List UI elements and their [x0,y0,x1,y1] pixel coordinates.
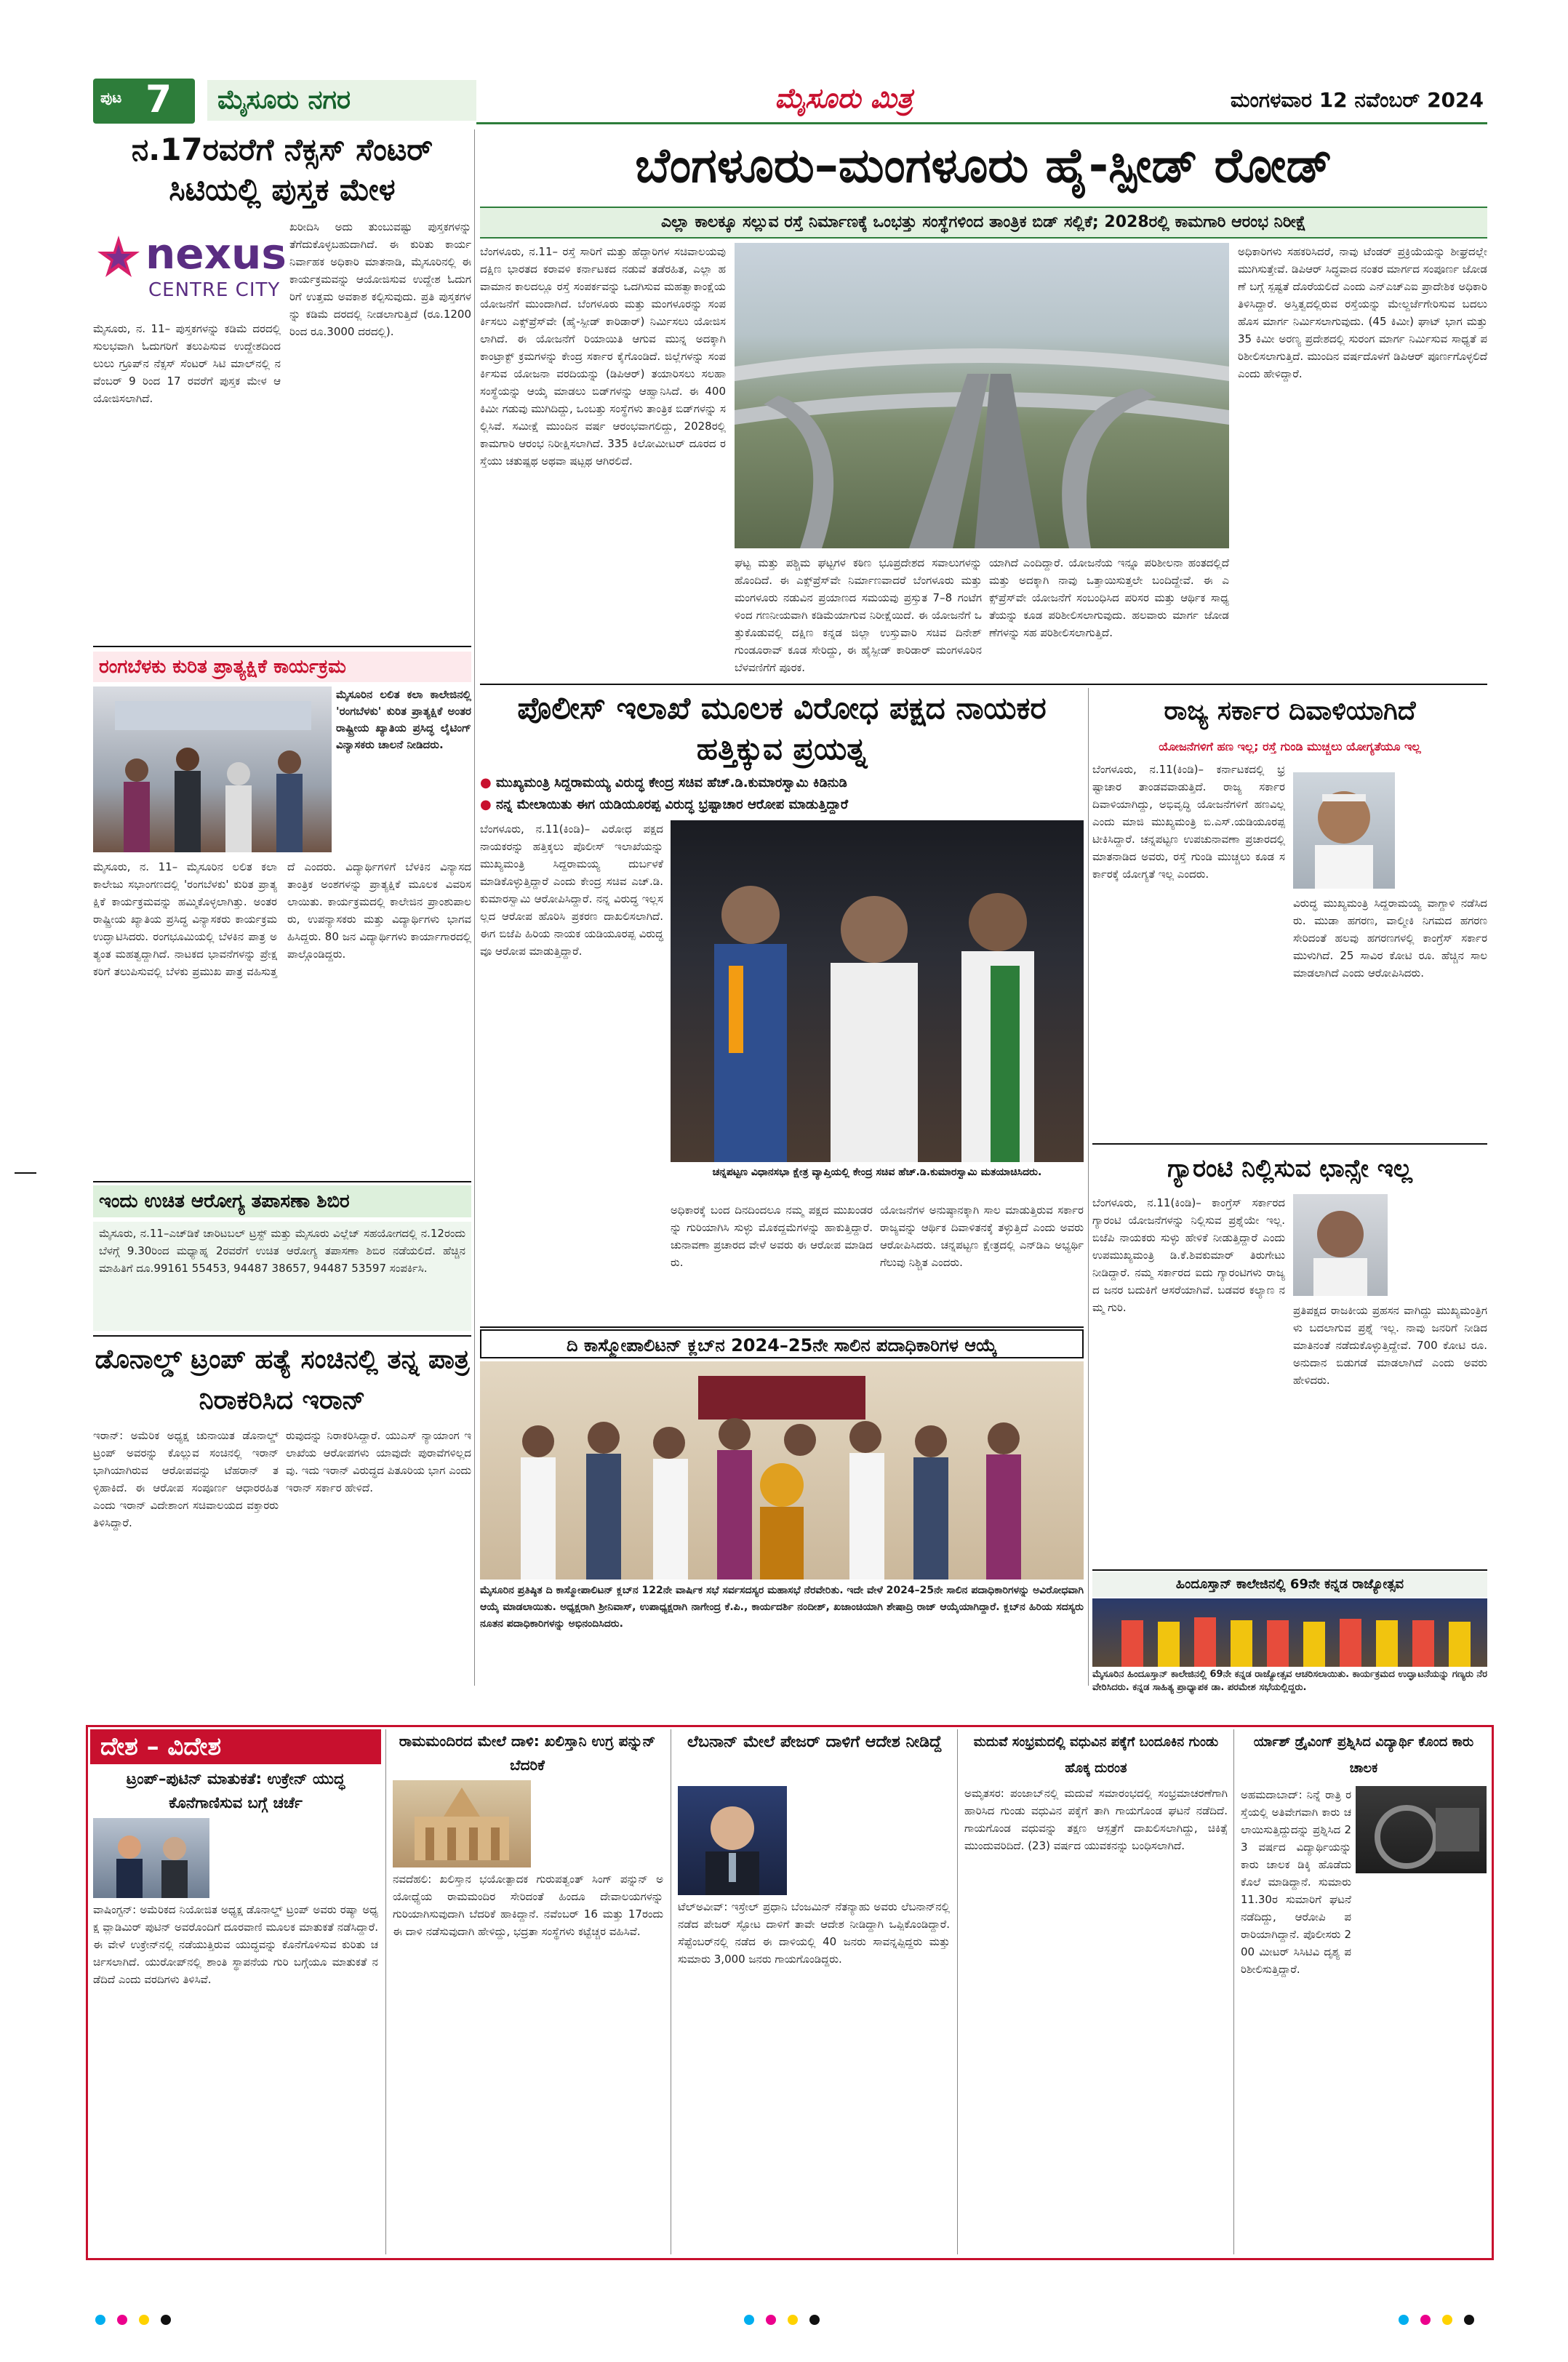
nexus-star-icon [96,234,141,279]
divider [93,646,471,647]
bankrupt-body-b: ವಿರುದ್ಧ ಮುಖ್ಯಮಂತ್ರಿ ಸಿದ್ದರಾಮಯ್ಯ ವಾಗ್ದಾಳಿ ನಡೆಸಿದರು. ಮುಡಾ ಹಗರಣ, ವಾಲ್ಮೀಕಿ ನಿಗಮದ ಹಗರಣ ಸೇರಿದಂತೆ ಹಲವು ಹಗರಣಗಳಲ್ಲಿ ಕಾಂಗ್ರೆಸ್ ಸರ್ಕಾರ ಮುಳುಗಿದೆ. 25 ಸಾವಿರ ಕೋಟಿ ರೂ. ಹೆಚ್ಚಿನ ಸಾಲ ಮಾಡಲಾಗಿದೆ ಎಂದು ಆರೋಪಿಸಿದರು. [1293,897,1487,980]
page-label: ಪುಟ [100,89,122,106]
hdk-photo-caption: ಚನ್ನಪಟ್ಟಣ ವಿಧಾನಸಭಾ ಕ್ಷೇತ್ರ ವ್ಯಾಪ್ತಿಯಲ್ಲಿ ಕೇಂದ್ರ ಸಚಿವ ಹೆಚ್.ಡಿ.ಕುಮಾರಸ್ವಾಮಿ ಮತಯಾಚಿಸಿದರು. [712,1166,1042,1178]
world-story-4-headline: ಮದುವೆ ಸಂಭ್ರಮದಲ್ಲಿ ವಧುವಿನ ಪಕ್ಕೆಗೆ ಬಂದೂಕಿನ ಗುಂಡು ಹೊಕ್ಕ ದುರಂತ [973,1734,1219,1776]
nexus-logo [95,211,287,320]
column-rule [1233,1729,1234,2254]
world-tag: ದೇಶ – ವಿದೇಶ [90,1729,381,1764]
theatre-photo [93,686,332,852]
police-body-c: ಯೋಜನೆಗಳ ಅನುಷ್ಠಾನಕ್ಕಾಗಿ ಸಾಲ ಮಾಡುತ್ತಿರುವ ಸರ್ಕಾರ ರಾಜ್ಯವನ್ನು ಆರ್ಥಿಕ ದಿವಾಳಿತನಕ್ಕೆ ತಳ್ಳುತ್ತಿದೆ ಎಂದು ಅವರು ಆರೋಪಿಸಿದರು. ಚನ್ನಪಟ್ಟಣ ಕ್ಷೇತ್ರದಲ್ಲಿ ಎನ್‌ಡಿಎ ಅಭ್ಯರ್ಥಿ ಗೆಲುವು ನಿಶ್ಚಿತ ಎಂದರು. [880,1204,1084,1269]
lead-col-3: ಯಾಗಿದೆ ಎಂದಿದ್ದಾರೆ. ಯೋಜನೆಯ ಇನ್ನೂ ಪರಿಶೀಲನಾ ಹಂತದಲ್ಲಿದೆ ಮತ್ತು ಅದಕ್ಕಾಗಿ ನಾವು ಒತ್ತಾಯಿಸುತ್ತಲೇ ಬಂದಿದ್ದೇವೆ. ಈ ಎಕ್ಸ್‌ಪ್ರೆಸ್‌ವೇ ಯೋಜನೆಗೆ ಸಂಬಂಧಿಸಿದ ಪರಿಸರ ಮತ್ತು ಆರ್ಥಿಕ ಸಾಧ್ಯತೆಯನ್ನು ಕೂಡ ಪರಿಶೀಲಿಸಲಾಗುವುದು. ಹಲವಾರು ಮಾರ್ಗ ಜೋಡಣೆಗಳನ್ನು ಸಹ ಪರಿಶೀಲಿಸಲಾಗುತ್ತಿದೆ. [989,556,1229,639]
page-number: 7 [145,78,172,121]
nexus-logo-word: nexus [145,229,287,279]
iran-body-b: ರುವುದನ್ನು ನಿರಾಕರಿಸಿದ್ದಾರೆ. ಯುಎಸ್ ನ್ಯಾಯಾಂಗ ಇಲಾಖೆಯ ಆರೋಪಗಳು ಯಾವುದೇ ಪುರಾವೆಗಳಿಲ್ಲದವು. ಇದು ಇರಾನ್ ವಿರುದ್ಧದ ಪಿತೂರಿಯ ಭಾಗ ಎಂದು ಇರಾನ್ ಸರ್ಕಾರ ಹೇಳಿದೆ. [286,1429,471,1494]
car-accident-photo [1356,1786,1487,1873]
margin-mark [15,1172,36,1174]
nexus-headline: ನ.17ರವರೆಗೆ ನೆಕ್ಸಸ್ ಸೆಂಟರ್ ಸಿಟಿಯಲ್ಲಿ ಪುಸ್ತಕ ಮೇಳ [131,132,433,207]
health-headline: ಇಂದು ಉಚಿತ ಆರೋಗ್ಯ ತಪಾಸಣಾ ಶಿಬಿರ [93,1185,471,1217]
divider [480,684,1487,685]
registration-marks-right [1396,2313,1484,2327]
paper-logo: ಮೈಸೂರು ಮಿತ್ರ [775,82,913,114]
netanyahu-photo [678,1786,787,1895]
world-story-3-body: ಟೆಲ್‌ಅವೀವ್: ಇಸ್ರೇಲ್ ಪ್ರಧಾನಿ ಬೆಂಜಮಿನ್ ನೆತನ್ಯಾಹು ಅವರು ಲೆಬನಾನ್‌ನಲ್ಲಿ ನಡೆದ ಪೇಜರ್ ಸ್ಫೋಟ ದಾಳಿಗೆ ತಾವೇ ಆದೇಶ ನೀಡಿದ್ದಾಗಿ ಒಪ್ಪಿಕೊಂಡಿದ್ದಾರೆ. ಸೆಪ್ಟೆಂಬರ್‌ನಲ್ಲಿ ನಡೆದ ಈ ದಾಳಿಯಲ್ಲಿ 40 ಜನರು ಸಾವನ್ನಪ್ಪಿದ್ದರು ಮತ್ತು ಸುಮಾರು 3,000 ಜನರು ಗಾಯಗೊಂಡಿದ್ದರು. [678,1900,950,1966]
section-title: ಮೈಸೂರು ನಗರ [207,80,476,121]
bsy-portrait [1293,772,1395,889]
world-story-4-body: ಅಮೃತಸರ: ಪಂಜಾಬ್‌ನಲ್ಲಿ ಮದುವೆ ಸಮಾರಂಭದಲ್ಲಿ ಸಂಭ್ರಮಾಚರಣೆಗಾಗಿ ಹಾರಿಸಿದ ಗುಂಡು ವಧುವಿನ ಪಕ್ಕೆಗೆ ತಾಗಿ ಗಾಯಗೊಂಡ ಘಟನೆ ನಡೆದಿದೆ. ಗಾಯಗೊಂಡ ವಧುವನ್ನು ತಕ್ಷಣ ಆಸ್ಪತ್ರೆಗೆ ದಾಖಲಿಸಲಾಗಿದ್ದು, ಚಿಕಿತ್ಸೆ ಮುಂದುವರಿದಿದೆ. (23) ವರ್ಷದ ಯುವಕನನ್ನು ಬಂಧಿಸಲಾಗಿದೆ. [964,1787,1228,1852]
theatre-body: ಮೈಸೂರು, ನ. 11– ಮೈಸೂರಿನ ಲಲಿತ ಕಲಾ ಕಾಲೇಜು ಸಭಾಂಗಣದಲ್ಲಿ 'ರಂಗಬೆಳಕು' ಕುರಿತ ಪ್ರಾತ್ಯಕ್ಷಿಕೆ ಕಾರ್ಯಕ್ರಮವನ್ನು ಹಮ್ಮಿಕೊಳ್ಳಲಾಗಿತ್ತು. ಅಂತರರಾಷ್ಟ್ರೀಯ ಖ್ಯಾತಿಯ ಪ್ರಸಿದ್ಧ ವಿನ್ಯಾಸಕರು ಕಾರ್ಯಕ್ರಮ ಉದ್ಘಾಟಿಸಿದರು. ರಂಗಭೂಮಿಯಲ್ಲಿ ಬೆಳಕಿನ ಪಾತ್ರ ಅತ್ಯಂತ ಮಹತ್ವದ್ದಾಗಿದೆ. ನಾಟಕದ ಭಾವನೆಗಳನ್ನು ಪ್ರೇಕ್ಷಕರಿಗೆ ತಲುಪಿಸುವಲ್ಲಿ ಬೆಳಕು ಪ್ರಮುಖ ಪಾತ್ರ ವಹಿಸುತ್ತದೆ ಎಂದರು. ವಿದ್ಯಾರ್ಥಿಗಳಿಗೆ ಬೆಳಕಿನ ವಿನ್ಯಾಸದ ತಾಂತ್ರಿಕ ಅಂಶಗಳನ್ನು ಪ್ರಾತ್ಯಕ್ಷಿಕೆ ಮೂಲಕ ವಿವರಿಸಲಾಯಿತು. ಕಾರ್ಯಕ್ರಮದಲ್ಲಿ ಕಾಲೇಜಿನ ಪ್ರಾಂಶುಪಾಲರು, ಉಪನ್ಯಾಸಕರು ಮತ್ತು ವಿದ್ಯಾರ್ಥಿಗಳು ಭಾಗವಹಿಸಿದ್ದರು. 80 ಜನ ವಿದ್ಯಾರ್ಥಿಗಳು ಕಾರ್ಯಾಗಾರದಲ್ಲಿ ಪಾಲ್ಗೊಂಡಿದ್ದರು. [93,860,471,978]
hdk-rally-photo [671,820,1084,1162]
police-bullet-2-text: ನನ್ನ ಮೇಲಾಯಿತು ಈಗ ಯಡಿಯೂರಪ್ಪ ವಿರುದ್ಧ ಭ್ರಷ್ಟಾಚಾರ ಆರೋಪ ಮಾಡುತ್ತಿದ್ದಾರೆ [495,797,849,812]
cosmo-group-photo [480,1361,1084,1580]
iran-headline: ಡೊನಾಲ್ಡ್ ಟ್ರಂಪ್ ಹತ್ಯೆ ಸಂಚಿನಲ್ಲಿ ತನ್ನ ಪಾತ್ರ ನಿರಾಕರಿಸಿದ ಇರಾನ್ [95,1345,470,1415]
masthead-divider [476,122,1487,124]
column-rule [385,1729,386,2254]
police-bullet-1-text: ಮುಖ್ಯಮಂತ್ರಿ ಸಿದ್ದರಾಮಯ್ಯ ವಿರುದ್ಧ ಕೇಂದ್ರ ಸಚಿವ ಹೆಚ್.ಡಿ.ಕುಮಾರಸ್ವಾಮಿ ಕಿಡಿನುಡಿ [495,775,847,790]
dks-portrait [1293,1194,1388,1296]
lead-expressway-photo [735,243,1229,548]
world-story-5-body: ಅಹಮದಾಬಾದ್: ನಿನ್ನೆ ರಾತ್ರಿ ರಸ್ತೆಯಲ್ಲಿ ಅತಿವೇಗವಾಗಿ ಕಾರು ಚಲಾಯಿಸುತ್ತಿದ್ದುದನ್ನು ಪ್ರಶ್ನಿಸಿದ 23 ವರ್ಷದ ವಿದ್ಯಾರ್ಥಿಯನ್ನು ಕಾರು ಚಾಲಕ ಡಿಕ್ಕಿ ಹೊಡೆದು ಕೊಲೆ ಮಾಡಿದ್ದಾನೆ. ಸುಮಾರು 11.30ರ ಸುಮಾರಿಗೆ ಘಟನೆ ನಡೆದಿದ್ದು, ಆರೋಪಿ ಪರಾರಿಯಾಗಿದ್ದಾನೆ. ಪೊಲೀಸರು 200 ಮೀಟರ್ ಸಿಸಿಟಿವಿ ದೃಶ್ಯ ಪರಿಶೀಲಿಸುತ್ತಿದ್ದಾರೆ. [1241,1788,1351,1976]
registration-marks-center [742,2313,829,2327]
world-story-3-headline: ಲೆಬನಾನ್ ಮೇಲೆ ಪೇಜರ್ ದಾಳಿಗೆ ಆದೇಶ ನೀಡಿದ್ದೆ [687,1733,943,1751]
guarantee-body-b: ಪ್ರತಿಪಕ್ಷದ ರಾಜಕೀಯ ಪ್ರಹಸನ ವಾಗಿದ್ದು ಮುಖ್ಯಮಂತ್ರಿಗಳು ಬದಲಾಗುವ ಪ್ರಶ್ನೆ ಇಲ್ಲ. ನಾವು ಜನರಿಗೆ ನೀಡಿದ ಮಾತಿನಂತೆ ನಡೆದುಕೊಳ್ಳುತ್ತಿದ್ದೇವೆ. 700 ಕೋಟಿ ರೂ. ಅನುದಾನ ಬಿಡುಗಡೆ ಮಾಡಲಾಗಿದೆ ಎಂದು ಅವರು ಹೇಳಿದರು. [1293,1304,1487,1387]
theatre-caption: ಮೈಸೂರಿನ ಲಲಿತ ಕಲಾ ಕಾಲೇಜಿನಲ್ಲಿ 'ರಂಗಬೆಳಕು' ಕುರಿತ ಪ್ರಾತ್ಯಕ್ಷಿಕೆ ಅಂತರ ರಾಷ್ಟ್ರೀಯ ಖ್ಯಾತಿಯ ಪ್ರಸಿದ್ಧ ಲೈಟಿಂಗ್ ವಿನ್ಯಾಸಕರು ಚಾಲನೆ ನೀಡಿದರು. [336,688,471,751]
world-story-1-body: ವಾಷಿಂಗ್ಟನ್: ಅಮೆರಿಕದ ನಿಯೋಜಿತ ಅಧ್ಯಕ್ಷ ಡೊನಾಲ್ಡ್ ಟ್ರಂಪ್ ಅವರು ರಷ್ಯಾ ಅಧ್ಯಕ್ಷ ವ್ಲಾಡಿಮಿರ್ ಪುಟಿನ್ ಅವರೊಂದಿಗೆ ದೂರವಾಣಿ ಮೂಲಕ ಮಾತುಕತೆ ನಡೆಸಿದ್ದಾರೆ. ಈ ವೇಳೆ ಉಕ್ರೇನ್‌ನಲ್ಲಿ ನಡೆಯುತ್ತಿರುವ ಯುದ್ಧವನ್ನು ಕೊನೆಗೊಳಿಸುವ ಕುರಿತು ಚರ್ಚಿಸಲಾಗಿದೆ. ಯುರೋಪ್‌ನಲ್ಲಿ ಶಾಂತಿ ಸ್ಥಾಪನೆಯ ಗುರಿ ಬಗ್ಗೆಯೂ ಮಾತುಕತೆ ನಡೆದಿದೆ ಎಂದು ವರದಿಗಳು ತಿಳಿಸಿವೆ. [93,1903,378,1986]
column-rule [957,1729,958,2254]
health-body: ಮೈಸೂರು, ನ.11–ಎಚ್‌ಡಿಕೆ ಚಾರಿಟಬಲ್ ಟ್ರಸ್ಟ್ ಮತ್ತು ಮೈಸೂರು ವಿಲ್ಲೆಜ್ ಸಹಯೋಗದಲ್ಲಿ ನ.12ರಂದು ಬೆಳಗ್ಗೆ 9.30ರಿಂದ ಮಧ್ಯಾಹ್ನ 2ರವರೆಗೆ ಉಚಿತ ಆರೋಗ್ಯ ತಪಾಸಣಾ ಶಿಬಿರ ನಡೆಯಲಿದೆ. ಹೆಚ್ಚಿನ ಮಾಹಿತಿಗೆ ದೂ.99161 55453, 94487 38657, 94487 53597 ಸಂಪರ್ಕಿಸಿ. [93,1222,471,1331]
registration-marks-left [93,2313,180,2327]
police-bullet-2: ● ನನ್ನ ಮೇಲಾಯಿತು ಈಗ ಯಡಿಯೂರಪ್ಪ ವಿರುದ್ಧ ಭ್ರಷ್ಟಾಚಾರ ಆರೋಪ ಮಾಡುತ್ತಿದ್ದಾರೆ [480,797,849,812]
hindustan-photo [1092,1598,1487,1667]
cosmo-caption: ಮೈಸೂರಿನ ಪ್ರತಿಷ್ಠಿತ ದಿ ಕಾಸ್ಮೋಪಾಲಿಟನ್ ಕ್ಲಬ್‌ನ 122ನೇ ವಾರ್ಷಿಕ ಸಭೆ ಸರ್ವಸದಸ್ಯರ ಮಹಾಸಭೆ ನೆರವೇರಿತು. ಇದೇ ವೇಳೆ 2024–25ನೇ ಸಾಲಿನ ಪದಾಧಿಕಾರಿಗಳನ್ನು ಅವಿರೋಧವಾಗಿ ಆಯ್ಕೆ ಮಾಡಲಾಯಿತು. ಅಧ್ಯಕ್ಷರಾಗಿ ಶ್ರೀನಿವಾಸ್, ಉಪಾಧ್ಯಕ್ಷರಾಗಿ ನಾಗೇಂದ್ರ ಕೆ.ಪಿ., ಕಾರ್ಯದರ್ಶಿ ನಂದೀಶ್, ಖಜಾಂಚಿಯಾಗಿ ಶೇಷಾದ್ರಿ ರಾಜ್ ಆಯ್ಕೆಯಾಗಿದ್ದಾರೆ. ಕ್ಲಬ್‌ನ ಹಿರಿಯ ಸದಸ್ಯರು ನೂತನ ಪದಾಧಿಕಾರಿಗಳನ್ನು ಅಭಿನಂದಿಸಿದರು. [480,1585,1084,1630]
bankrupt-subhead: ಯೋಜನೆಗಳಿಗೆ ಹಣ ಇಲ್ಲ; ರಸ್ತೆ ಗುಂಡಿ ಮುಚ್ಚಲು ಯೋಗ್ಯತೆಯೂ ಇಲ್ಲ [1159,740,1421,753]
lead-col-2: ಘಟ್ಟ ಮತ್ತು ಪಶ್ಚಿಮ ಘಟ್ಟಗಳ ಕಠಿಣ ಭೂಪ್ರದೇಶದ ಸವಾಲುಗಳನ್ನು ಹೊಂದಿದೆ. ಈ ಎಕ್ಸ್‌ಪ್ರೆಸ್‌ವೇ ನಿರ್ಮಾಣವಾದರೆ ಬೆಂಗಳೂರು ಮತ್ತು ಮಂಗಳೂರು ನಡುವಿನ ಪ್ರಯಾಣದ ಸಮಯವು ಪ್ರಸ್ತುತ 7–8 ಗಂಟೆಗಳಿಂದ ಗಣನೀಯವಾಗಿ ಕಡಿಮೆಯಾಗುವ ನಿರೀಕ್ಷೆಯಿದೆ. ಈ ಯೋಜನೆಗೆ ಒತ್ತುಕೊಡುವಲ್ಲಿ ದಕ್ಷಿಣ ಕನ್ನಡ ಜಿಲ್ಲಾ ಉಸ್ತುವಾರಿ ಸಚಿವ ದಿನೇಶ್ ಗುಂಡೂರಾವ್ ಕೂಡ ಸೇರಿದ್ದು, ಈ ಹೈಸ್ಪೀಡ್ ಕಾರಿಡಾರ್ ಮಂಗಳೂರಿನ ಬೆಳವಣಿಗೆಗೆ ಪೂರಕ. [735,556,982,674]
world-story-2-headline: ರಾಮಮಂದಿರದ ಮೇಲೆ ದಾಳಿ: ಖಲಿಸ್ತಾನಿ ಉಗ್ರ ಪನ್ನುನ್ ಬೆದರಿಕೆ [399,1732,656,1774]
world-story-5-headline: ರ್ಯಾಶ್ ಡ್ರೈವಿಂಗ್ ಪ್ರಶ್ನಿಸಿದ ವಿದ್ಯಾರ್ಥಿ ಕೊಂದ ಕಾರು ಚಾಲಕ [1253,1734,1474,1776]
world-story-5-body-cont [1241,1876,1487,2254]
ram-mandir-photo [393,1780,531,1867]
divider [1092,1143,1487,1145]
guarantee-headline: ಗ್ಯಾರಂಟಿ ನಿಲ್ಲಿಸುವ ಛಾನ್ಸೇ ಇಲ್ಲ [1167,1154,1412,1183]
hindustan-headline: ಹಿಂದೂಸ್ತಾನ್ ಕಾಲೇಜಿನಲ್ಲಿ 69ನೇ ಕನ್ನಡ ರಾಜ್ಯೋತ್ಸವ [1092,1572,1487,1597]
issue-date: ಮಂಗಳವಾರ 12 ನವೆಂಬರ್ 2024 [1230,88,1484,112]
column-rule [474,129,475,1686]
nexus-body-a: ಮೈಸೂರು, ನ. 11– ಪುಸ್ತಕಗಳನ್ನು ಕಡಿಮೆ ದರದಲ್ಲಿ ಸುಲಭವಾಗಿ ಓದುಗರಿಗೆ ತಲುಪಿಸುವ ಉದ್ದೇಶದಿಂದ ಲುಲು ಗ್ರೂಪ್‌ನ ನೆಕ್ಸಸ್ ಸೆಂಟರ್ ಸಿಟಿ ಮಾಲ್‌ನಲ್ಲಿ ನವೆಂಬರ್ 9 ರಿಂದ 17 ರವರೆಗೆ ಪುಸ್ತಕ ಮೇಳ ಆಯೋಜಿಸಲಾಗಿದೆ. [93,322,281,405]
divider [1092,1569,1487,1571]
hindustan-caption: ಮೈಸೂರಿನ ಹಿಂದೂಸ್ತಾನ್ ಕಾಲೇಜಿನಲ್ಲಿ 69ನೇ ಕನ್ನಡ ರಾಜ್ಯೋತ್ಸವ ಆಚರಿಸಲಾಯಿತು. ಕಾರ್ಯಕ್ರಮದ ಉದ್ಘಾಟನೆಯನ್ನು ಗಣ್ಯರು ನೆರವೇರಿಸಿದರು. ಕನ್ನಡ ಸಾಹಿತ್ಯ ಪ್ರಾಧ್ಯಾಪಕ ಡಾ. ಪರಮೇಶ ಸಭೆಯಲ್ಲಿದ್ದರು. [1092,1669,1487,1693]
divider [480,1326,1084,1328]
cosmo-headline: ದಿ ಕಾಸ್ಮೋಪಾಲಿಟನ್ ಕ್ಲಬ್‌ನ 2024–25ನೇ ಸಾಲಿನ ಪದಾಧಿಕಾರಿಗಳ ಆಯ್ಕೆ [480,1329,1084,1358]
guarantee-body-a: ಬೆಂಗಳೂರು, ನ.11(ಕಿಂಡಿ)– ಕಾಂಗ್ರೆಸ್ ಸರ್ಕಾರದ ಗ್ಯಾರಂಟಿ ಯೋಜನೆಗಳನ್ನು ನಿಲ್ಲಿಸುವ ಪ್ರಶ್ನೆಯೇ ಇಲ್ಲ. ಬಿಜೆಪಿ ನಾಯಕರು ಸುಳ್ಳು ಹೇಳಿಕೆ ನೀಡುತ್ತಿದ್ದಾರೆ ಎಂದು ಉಪಮುಖ್ಯಮಂತ್ರಿ ಡಿ.ಕೆ.ಶಿವಕುಮಾರ್ ತಿರುಗೇಟು ನೀಡಿದ್ದಾರೆ. ನಮ್ಮ ಸರ್ಕಾರದ ಐದು ಗ್ಯಾರಂಟಿಗಳು ರಾಜ್ಯದ ಜನರ ಬದುಕಿಗೆ ಆಸರೆಯಾಗಿವೆ. ಬಡವರ ಕಲ್ಯಾಣ ನಮ್ಮ ಗುರಿ. [1092,1196,1285,1314]
world-story-2-body: ನವದೆಹಲಿ: ಖಲಿಸ್ತಾನ ಭಯೋತ್ಪಾದಕ ಗುರುಪತ್ವಂತ್ ಸಿಂಗ್ ಪನ್ನುನ್ ಅಯೋಧ್ಯೆಯ ರಾಮಮಂದಿರ ಸೇರಿದಂತೆ ಹಿಂದೂ ದೇವಾಲಯಗಳನ್ನು ಗುರಿಯಾಗಿಸುವುದಾಗಿ ಬೆದರಿಕೆ ಹಾಕಿದ್ದಾನೆ. ನವೆಂಬರ್ 16 ಮತ್ತು 17ರಂದು ಈ ದಾಳಿ ನಡೆಸುವುದಾಗಿ ಹೇಳಿದ್ದು, ಭದ್ರತಾ ಸಂಸ್ಥೆಗಳು ಕಟ್ಟೆಚ್ಚರ ವಹಿಸಿವೆ. [393,1873,663,1938]
police-body-a: ಬೆಂಗಳೂರು, ನ.11(ಕಿಂಡಿ)– ವಿರೋಧ ಪಕ್ಷದ ನಾಯಕರನ್ನು ಹತ್ತಿಕ್ಕಲು ಪೊಲೀಸ್ ಇಲಾಖೆಯನ್ನು ಮುಖ್ಯಮಂತ್ರಿ ಸಿದ್ದರಾಮಯ್ಯ ದುರ್ಬಳಕೆ ಮಾಡಿಕೊಳ್ಳುತ್ತಿದ್ದಾರೆ ಎಂದು ಕೇಂದ್ರ ಸಚಿವ ಎಚ್.ಡಿ.ಕುಮಾರಸ್ವಾಮಿ ಆರೋಪಿಸಿದ್ದಾರೆ. ನನ್ನ ವಿರುದ್ಧ ಇಲ್ಲಸಲ್ಲದ ಆರೋಪ ಹೊರಿಸಿ ಪ್ರಕರಣ ದಾಖಲಿಸಲಾಗಿದೆ. ಈಗ ಬಿಜೆಪಿ ಹಿರಿಯ ನಾಯಕ ಯಡಿಯೂರಪ್ಪ ವಿರುದ್ಧವೂ ಆರೋಪ ಮಾಡುತ್ತಿದ್ದಾರೆ. [480,822,663,958]
divider [93,1181,471,1182]
divider [93,1335,471,1337]
lead-col-4: ಅಧಿಕಾರಿಗಳು ಸಹಕರಿಸಿದರೆ, ನಾವು ಟೆಂಡರ್ ಪ್ರಕ್ರಿಯೆಯನ್ನು ಶೀಘ್ರದಲ್ಲೇ ಮುಗಿಸುತ್ತೇವೆ. ಡಿಪಿಆರ್ ಸಿದ್ಧವಾದ ನಂತರ ಮಾರ್ಗದ ಸಂಪೂರ್ಣ ಜೋಡಣೆ ಬಗ್ಗೆ ಸ್ಪಷ್ಟತೆ ದೊರೆಯಲಿದೆ ಎಂದು ಎನ್‌ಎಚ್‌ಎಐ ಪ್ರಾದೇಶಿಕ ಅಧಿಕಾರಿ ತಿಳಿಸಿದ್ದಾರೆ. ಅಸ್ತಿತ್ವದಲ್ಲಿರುವ ರಸ್ತೆಯನ್ನು ಮೇಲ್ದರ್ಜೆಗೇರಿಸುವ ಬದಲು ಹೊಸ ಮಾರ್ಗ ನಿರ್ಮಿಸಲಾಗುವುದು. (45 ಕಿಮೀ) ಘಾಟ್ ಭಾಗ ಮತ್ತು 35 ಕಿಮೀ ಅರಣ್ಯ ಪ್ರದೇಶದಲ್ಲಿ ಸುರಂಗ ಮಾರ್ಗ ನಿರ್ಮಿಸುವ ಸಾಧ್ಯತೆ ಪರಿಶೀಲಿಸಲಾಗುತ್ತಿದೆ. ಮುಂದಿನ ವರ್ಷದೊಳಗೆ ಡಿಪಿಆರ್ ಪೂರ್ಣಗೊಳ್ಳಲಿದೆ ಎಂದು ಹೇಳಿದ್ದಾರೆ. [1238,245,1487,380]
lead-col-1: ಬೆಂಗಳೂರು, ನ.11– ರಸ್ತೆ ಸಾರಿಗೆ ಮತ್ತು ಹೆದ್ದಾರಿಗಳ ಸಚಿವಾಲಯವು ದಕ್ಷಿಣ ಭಾರತದ ಕರಾವಳಿ ಕರ್ನಾಟಕದ ನಡುವೆ ತಡೆರಹಿತ, ಎಲ್ಲಾ ಹವಾಮಾನ ಕಾಲದಲ್ಲೂ ರಸ್ತೆ ಸಂಪರ್ಕವನ್ನು ಒದಗಿಸುವ ಮಹತ್ವಾಕಾಂಕ್ಷೆಯ ಯೋಜನೆಗೆ ಮುಂದಾಗಿದೆ. ಬೆಂಗಳೂರು ಮತ್ತು ಮಂಗಳೂರನ್ನು ಸಂಪರ್ಕಿಸಲು ಎಕ್ಸ್‌ಪ್ರೆಸ್‌ವೇ (ಹೈ-ಸ್ಪೀಡ್ ಕಾರಿಡಾರ್) ನಿರ್ಮಿಸಲು ಯೋಜಿಸಲಾಗಿದೆ. ಈ ಯೋಜನೆಗೆ ರಿಯಾಯಿತಿ ಆಗುವ ಮುನ್ನ ಅದಕ್ಕಾಗಿ ಕಾಂಟ್ರಾಕ್ಟ್ ಕ್ರಮಗಳನ್ನು ಕೇಂದ್ರ ಸರ್ಕಾರ ಕೈಗೊಂಡಿದೆ. ಜಿಲ್ಲೆಗಳನ್ನು ಸಂಪರ್ಕಿಸುವ ಯೋಜನಾ ವರದಿಯನ್ನು (ಡಿಪಿಆರ್) ತಯಾರಿಸಲು ಸಲಹಾ ಸಂಸ್ಥೆಯನ್ನು ಆಯ್ಕೆ ಮಾಡಲು ಬಿಡ್‌ಗಳನ್ನು ಆಹ್ವಾನಿಸಿದೆ. ಈ 400ಕಿಮೀ ಗಡುವು ಮುಗಿದಿದ್ದು, ಒಂಬತ್ತು ಸಂಸ್ಥೆಗಳು ತಾಂತ್ರಿಕ ಬಿಡ್‌ಗಳನ್ನು ಸಲ್ಲಿಸಿವೆ. ಸಮೀಕ್ಷೆ ಮುಂದಿನ ವರ್ಷ ಆರಂಭವಾಗಲಿದ್ದು, 2028ರಲ್ಲಿ ಕಾಮಗಾರಿ ಆರಂಭ ನಿರೀಕ್ಷಿಸಲಾಗಿದೆ. 335 ಕಿಲೋಮೀಟರ್ ದೂರದ ರಸ್ತೆಯು ಚತುಷ್ಪಥ ಅಥವಾ ಷಟ್ಪಥ ಆಗಿರಲಿದೆ. [480,245,726,468]
nexus-logo-sub: CENTRE CITY [148,279,281,301]
trump-putin-photo [93,1818,209,1898]
lead-subhead: ಎಲ್ಲಾ ಕಾಲಕ್ಕೂ ಸಲ್ಲುವ ರಸ್ತೆ ನಿರ್ಮಾಣಕ್ಕೆ ಒಂಭತ್ತು ಸಂಸ್ಥೆಗಳಿಂದ ತಾಂತ್ರಿಕ ಬಿಡ್ ಸಲ್ಲಿಕೆ; 2028ರಲ್ಲಿ ಕಾಮಗಾರಿ ಆರಂಭ ನಿರೀಕ್ಷೆ [480,207,1487,239]
world-story-1-headline: ಟ್ರಂಪ್–ಪುಟಿನ್ ಮಾತುಕತೆ: ಉಕ್ರೇನ್ ಯುದ್ಧ ಕೊನೆಗಾಣಿಸುವ ಬಗ್ಗೆ ಚರ್ಚೆ [126,1770,345,1811]
police-bullet-1: ● ಮುಖ್ಯಮಂತ್ರಿ ಸಿದ್ದರಾಮಯ್ಯ ವಿರುದ್ಧ ಕೇಂದ್ರ ಸಚಿವ ಹೆಚ್.ಡಿ.ಕುಮಾರಸ್ವಾಮಿ ಕಿಡಿನುಡಿ [480,775,847,790]
bankrupt-body-a: ಬೆಂಗಳೂರು, ನ.11(ಕಿಂಡಿ)– ಕರ್ನಾಟಕದಲ್ಲಿ ಭ್ರಷ್ಟಾಚಾರ ತಾಂಡವವಾಡುತ್ತಿದೆ. ರಾಜ್ಯ ಸರ್ಕಾರ ದಿವಾಳಿಯಾಗಿದ್ದು, ಅಭಿವೃದ್ಧಿ ಯೋಜನೆಗಳಿಗೆ ಹಣವಿಲ್ಲ ಎಂದು ಮಾಜಿ ಮುಖ್ಯಮಂತ್ರಿ ಬಿ.ಎಸ್.ಯಡಿಯೂರಪ್ಪ ಟೀಕಿಸಿದ್ದಾರೆ. ಚನ್ನಪಟ್ಟಣ ಉಪಚುನಾವಣಾ ಪ್ರಚಾರದಲ್ಲಿ ಮಾತನಾಡಿದ ಅವರು, ರಸ್ತೆ ಗುಂಡಿ ಮುಚ್ಚಲು ಕೂಡ ಸರ್ಕಾರಕ್ಕೆ ಯೋಗ್ಯತೆ ಇಲ್ಲ ಎಂದರು. [1092,763,1285,881]
lead-headline: ಬೆಂಗಳೂರು–ಮಂಗಳೂರು ಹೈ-ಸ್ಪೀಡ್ ರೋಡ್ [635,137,1332,193]
police-body-b: ಅಧಿಕಾರಕ್ಕೆ ಬಂದ ದಿನದಿಂದಲೂ ನಮ್ಮ ಪಕ್ಷದ ಮುಖಂಡರನ್ನು ಗುರಿಯಾಗಿಸಿ ಸುಳ್ಳು ಮೊಕದ್ದಮೆಗಳನ್ನು ಹಾಕುತ್ತಿದ್ದಾರೆ. ಚುನಾವಣಾ ಪ್ರಚಾರದ ವೇಳೆ ಅವರು ಈ ಆರೋಪ ಮಾಡಿದರು. [671,1204,873,1269]
theatre-headline: ರಂಗಬೆಳಕು ಕುರಿತ ಪ್ರಾತ್ಯಕ್ಷಿಕೆ ಕಾರ್ಯಕ್ರಮ [99,656,346,678]
police-headline: ಪೊಲೀಸ್ ಇಲಾಖೆ ಮೂಲಕ ವಿರೋಧ ಪಕ್ಷದ ನಾಯಕರ ಹತ್ತಿಕ್ಕುವ ಪ್ರಯತ್ನ [517,690,1047,766]
iran-body-a: ಇರಾನ್: ಅಮೆರಿಕ ಅಧ್ಯಕ್ಷ ಚುನಾಯಿತ ಡೊನಾಲ್ಡ್ ಟ್ರಂಪ್ ಅವರನ್ನು ಕೊಲ್ಲುವ ಸಂಚಿನಲ್ಲಿ ಇರಾನ್ ಭಾಗಿಯಾಗಿರುವ ಆರೋಪವನ್ನು ಟೆಹರಾನ್ ತಳ್ಳಿಹಾಕಿದೆ. ಈ ಆರೋಪ ಸಂಪೂರ್ಣ ಆಧಾರರಹಿತ ಎಂದು ಇರಾನ್ ವಿದೇಶಾಂಗ ಸಚಿವಾಲಯದ ವಕ್ತಾರರು ತಿಳಿಸಿದ್ದಾರೆ. [93,1429,279,1529]
column-rule [1088,688,1089,1686]
nexus-body-b: ಖರೀದಿಸಿ ಅದು ತುಂಬುವಷ್ಟು ಪುಸ್ತಕಗಳನ್ನು ತೆಗೆದುಕೊಳ್ಳಬಹುದಾಗಿದೆ. ಈ ಕುರಿತು ಕಾರ್ಯ ನಿರ್ವಾಹಕ ಅಧಿಕಾರಿ ಮಾತನಾಡಿ, ಮೈಸೂರಿನಲ್ಲಿ ಈ ಕಾರ್ಯಕ್ರಮವನ್ನು ಆಯೋಜಿಸುವ ಉದ್ದೇಶ ಓದುಗರಿಗೆ ಉತ್ತಮ ಅವಕಾಶ ಕಲ್ಪಿಸುವುದು. ಪ್ರತಿ ಪುಸ್ತಕಗಳನ್ನು ಕಡಿಮೆ ದರದಲ್ಲಿ ನೀಡಲಾಗುತ್ತಿದೆ (ರೂ.1200ರಿಂದ ರೂ.3000 ದರದಲ್ಲಿ). [289,220,471,338]
bankrupt-headline: ರಾಜ್ಯ ಸರ್ಕಾರ ದಿವಾಳಿಯಾಗಿದೆ [1164,696,1416,726]
